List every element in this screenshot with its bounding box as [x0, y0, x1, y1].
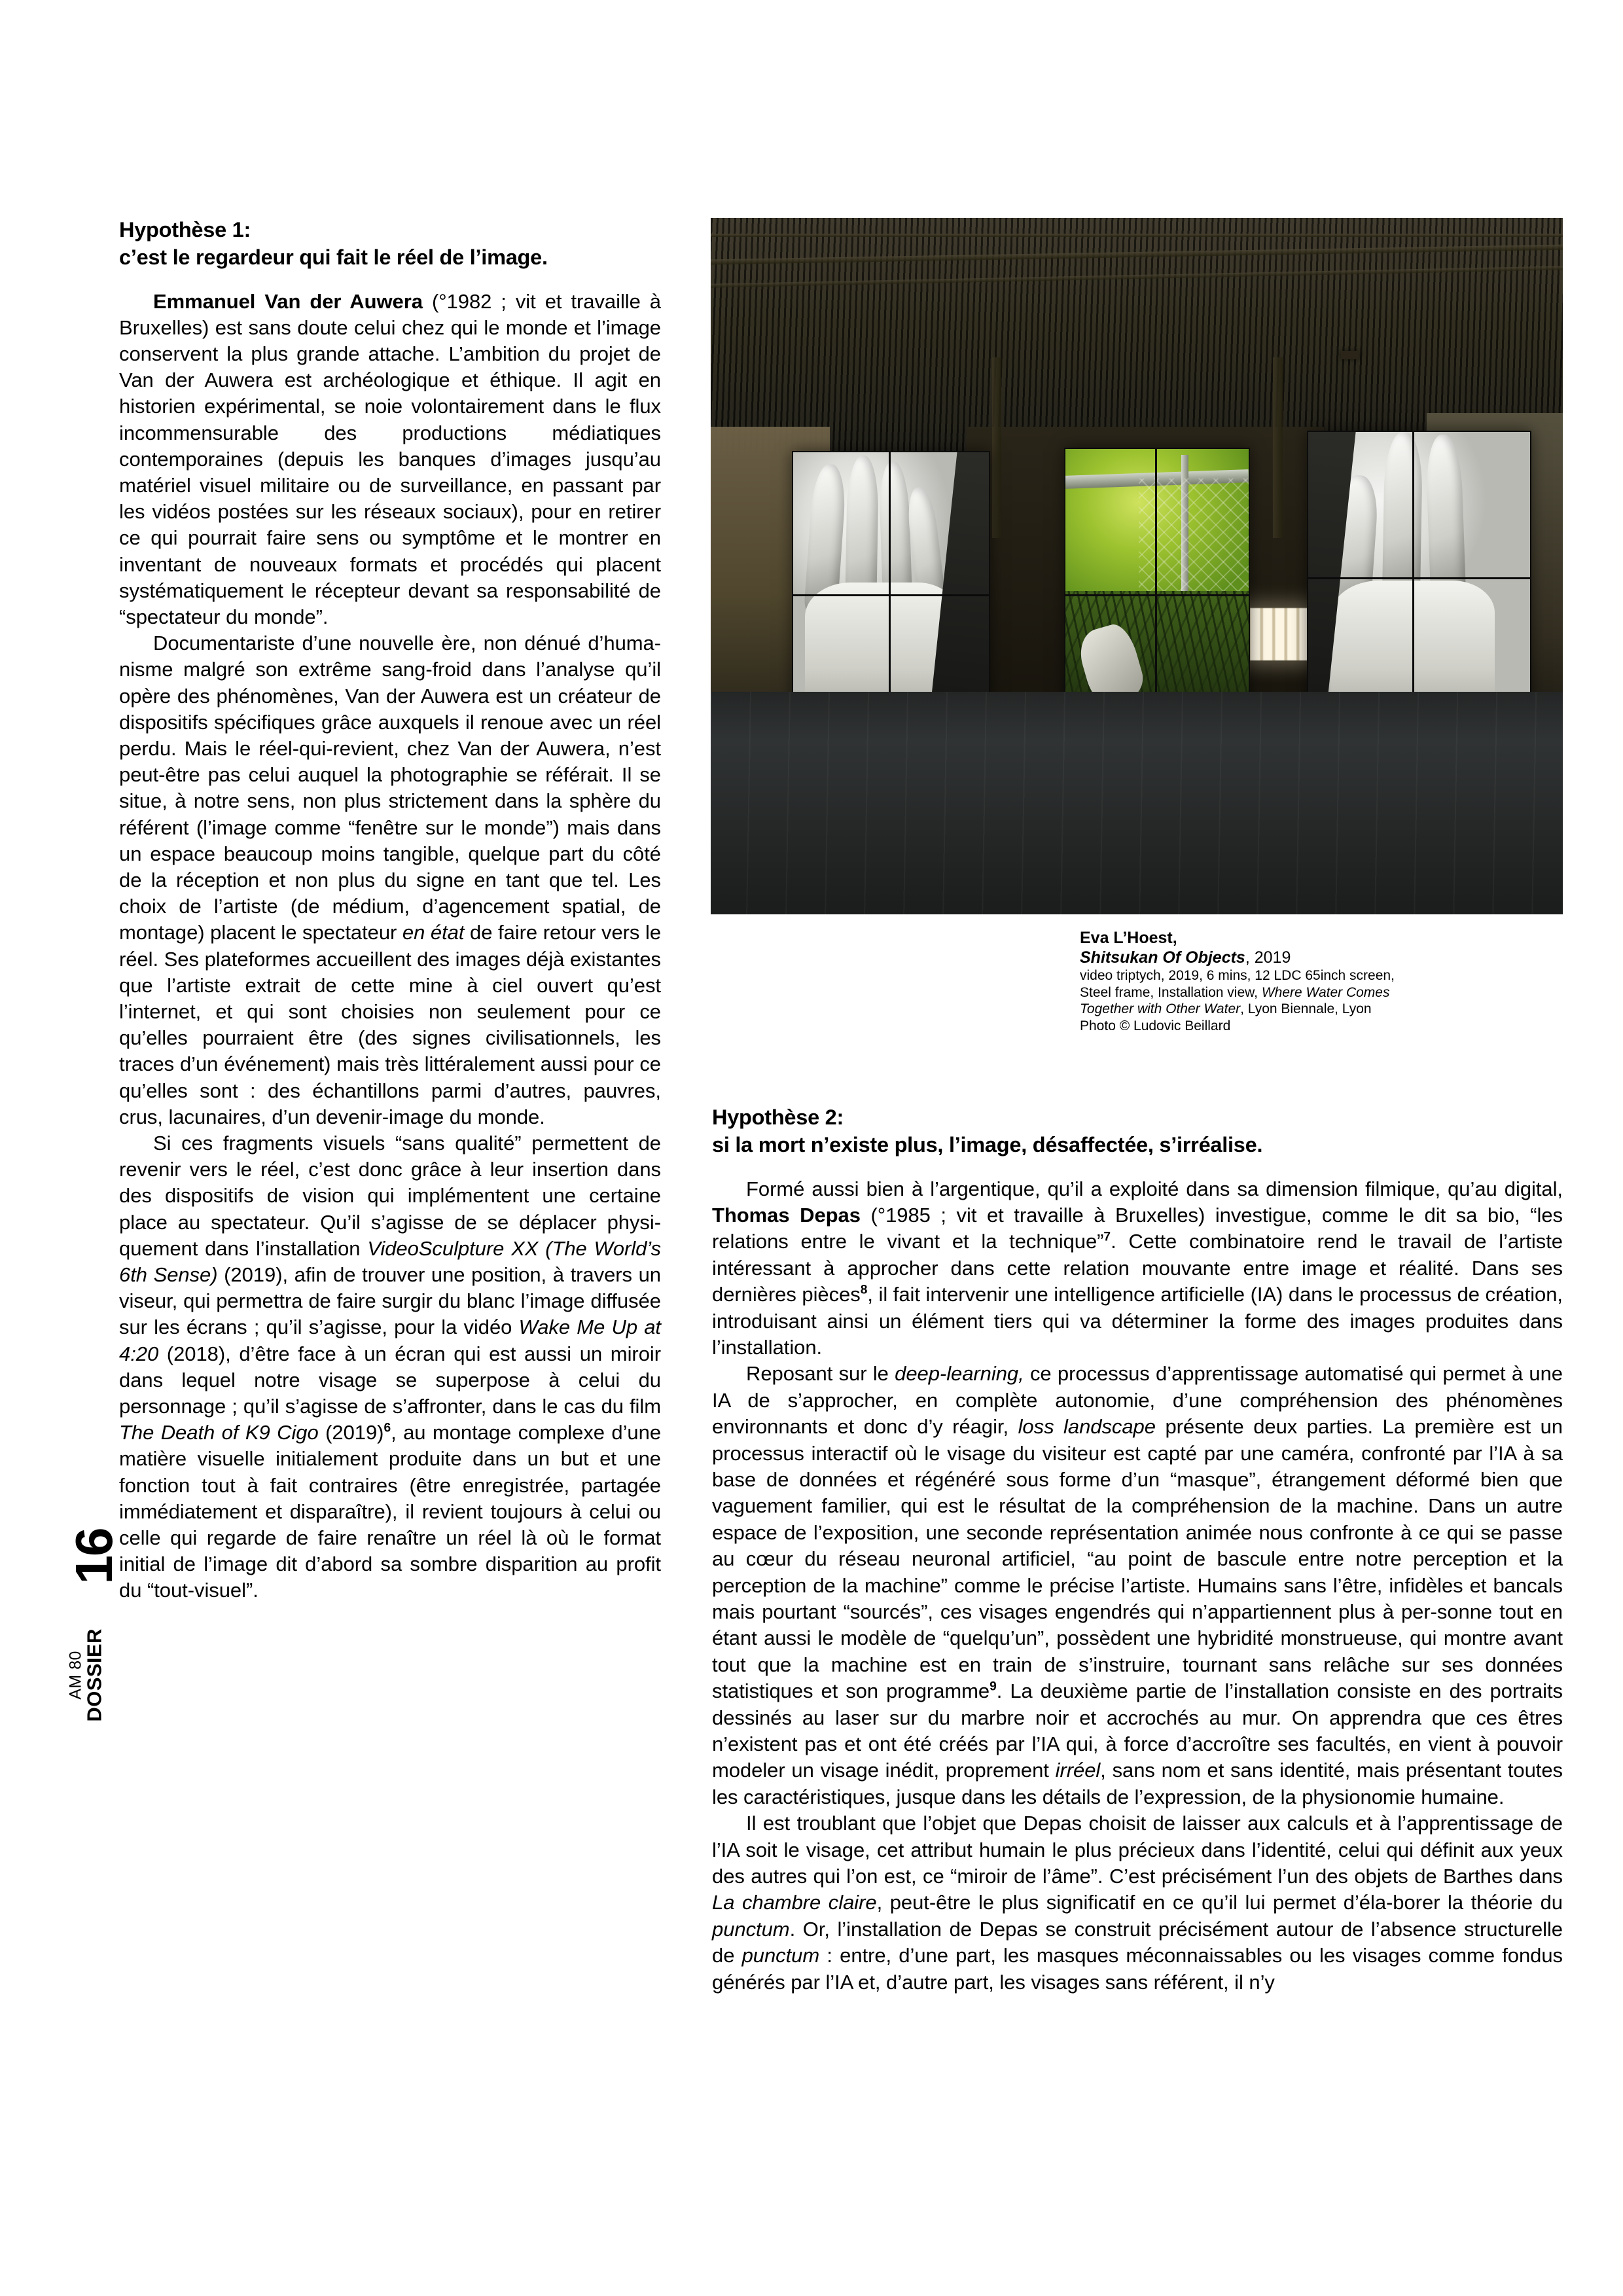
paragraph	[119, 630, 661, 1130]
paragraph-text: (2019)	[318, 1421, 384, 1444]
emphasis-en-etat: en état	[402, 921, 465, 944]
caption-title	[1080, 948, 1564, 967]
artist-name-van-der-auwera: Emmanuel Van der Auwera	[153, 289, 423, 313]
work-title-loss-landscape: loss landscape	[1018, 1415, 1156, 1439]
paragraph	[119, 1130, 661, 1604]
figure-caption	[1080, 928, 1564, 1034]
caption-artist: Eva L’Hoest,	[1080, 929, 1177, 947]
paragraph	[712, 1361, 1563, 1810]
caption-title-year: , 2019	[1245, 948, 1291, 967]
paragraph-text: Si ces fragments visuels “sans qualité” permettent de revenir vers le réel, c’est donc grâce à leur insertion dans des dispositifs de vision qui implémentent une certaine place au spectateur. Qu’il s’agisse de se déplacer physi-quement dans l’installation	[119, 1132, 661, 1260]
artist-name-thomas-depas: Thomas Depas	[712, 1203, 861, 1227]
paragraph-text: . Or, l’installation de Depas se construit précisément autour de l’absence structurelle de	[712, 1917, 1563, 1967]
caption-exhibition-title-cont: Together with Other Water	[1080, 1001, 1241, 1016]
paragraph-text: , au montage complexe d’une matière visuelle initialement produite dans un but et une fonction tout à fait contraires (être enregistrée, partagée immédiatement et disparaître), il revient toujours à celui ou celle qui regarde de faire renaître un réel là où le format initial de l’image dit d’abord sa sombre disparition au profit du “tout-visuel”.	[119, 1421, 662, 1602]
footnote-marker-9: 9	[990, 1679, 997, 1694]
footnote-marker-7: 7	[1103, 1230, 1111, 1244]
paragraph-text: (°1985 ; vit et travaille à Bruxelles) investigue, comme le dit sa bio, “les relations entre le vivant et la technique”	[712, 1203, 1563, 1253]
paragraph	[712, 1810, 1563, 1996]
ceiling-beam	[711, 266, 1563, 287]
photograph	[711, 218, 1563, 914]
paragraph-text: : entre, d’une part, les masques méconnaissables ou les visages comme fondus générés par l’IA et, d’autre part, les visages sans référent, il n’y	[712, 1944, 1563, 1994]
caption-detail-line	[1080, 984, 1564, 1001]
paragraph-text: Formé aussi bien à l’argentique, qu’il a exploité dans sa dimension filmique, qu’au digital,	[746, 1177, 1563, 1200]
paragraph-text: (2018), d’être face à un écran qui est aussi un miroir dans lequel notre visage se superpose à celui du personnage ; qu’il s’agisse de s’affronter, dans le cas du film	[119, 1342, 661, 1418]
folio-labels	[67, 1590, 106, 1760]
paragraph-text: Il est troublant que l’objet que Depas choisit de laisser aux calculs et à l’apprentissage de l’IA soit le visage, cet attribut humain le plus précieux dans l’identité, celui qui définit aux yeux des autres qui l’on est, ce “miroir de l’âme”. C’est précisément l’un des objets de Barthes dans	[712, 1812, 1563, 1888]
hypothesis-2-heading	[712, 1103, 1563, 1159]
caption-detail-line: video triptych, 2019, 6 mins, 12 LDC 65inch screen,	[1080, 968, 1395, 983]
paragraph-text: . Cette combinatoire rend le travail de l’artiste intéressant à approcher dans cette relation mouvante entre image et réalité. Dans ses dernières pièces	[712, 1230, 1563, 1306]
finger	[1382, 431, 1423, 605]
right-column	[712, 1103, 1563, 1996]
work-title-wake-me-up: Wake Me Up at 4:20	[119, 1316, 661, 1365]
hypothesis-1-heading	[119, 216, 661, 272]
hall-pillar	[992, 357, 1001, 539]
hypothesis-2-heading-line1: Hypothèse 2:	[712, 1105, 844, 1129]
term-punctum: punctum	[712, 1917, 790, 1941]
hypothesis-1-heading-line2: c’est le regardeur qui fait le réel de l’image.	[119, 245, 548, 270]
screen-seam	[793, 594, 989, 596]
caption-photo-credit: Photo © Ludovic Beillard	[1080, 1018, 1231, 1033]
publication-label: AM 80	[66, 1651, 85, 1700]
paragraph-text: . La deuxième partie de l’installation consiste en des portraits dessinés au laser sur du marbre noir et accrochés au mur. On apprendra que ces êtres n’existent pas et ont été créés par l’IA qui, à force d’accroître ses facultés, en vient à pouvoir modeler un visage inédit, proprement	[712, 1679, 1563, 1782]
caption-detail-text: Steel frame, Installation view,	[1080, 984, 1262, 1000]
ceiling-lamp	[1341, 351, 1359, 359]
caption-venue: , Lyon Biennale, Lyon	[1240, 1001, 1372, 1016]
section-label: DOSSIER	[82, 1628, 106, 1722]
term-punctum: punctum	[741, 1944, 820, 1967]
paragraph-text: ce processus d’apprentissage automatisé qui permet à une IA de s’approcher, en complète autonomie, d’une compréhension des phénomènes environnants et donc d’y réagir,	[712, 1362, 1563, 1439]
paragraph-text: (2019), afin de trouver une position, à travers un viseur, qui permettra de faire surgir du blanc l’image diffusée sur les écrans ; qu’il s’agisse, pour la vidéo	[119, 1263, 661, 1339]
footnote-marker-6: 6	[383, 1421, 391, 1435]
hall-pillar	[1273, 357, 1282, 539]
screen-seam	[1065, 594, 1249, 596]
paragraph	[119, 289, 661, 631]
caption-detail-line	[1080, 1001, 1564, 1018]
paragraph-text: présente deux parties. La première est un processus interactif où le visage du visiteur est capté par une caméra, confronté par l’IA à sa base de données et régénéré sous forme d’un “masque”, étrangement déformé bien que vaguement familier, qui est le résultat de la compréhension de la machine. Dans un autre espace de l’exposition, une seconde représentation animée nous confronte à ce qui se passe au cœur du réseau neuronal artificiel, “au point de bascule entre notre perception et la perception de la machine” comme le précise l’artiste. Humains sans l’être, infidèles et bancals mais pourtant “sourcés”, ces visages engendrés qui n’appartiennent plus à per-sonne tout en étant aussi le modèle de “quelqu’un”, possèdent une hybridité monstrueuse, qui montre avant tout que la machine est en train de s’instruire, tournant sans relâche sur ses données statistiques et son programme	[712, 1415, 1563, 1703]
page-number: 16	[65, 1528, 123, 1585]
paragraph-text: de faire retour vers le réel. Ses plateformes accueillent des images déjà existantes que l’artiste extrait de cette mine à ciel ouvert qu’est l’internet, et qui sont choisies non seulement pour ce qu’elles pourraient être (des signes civilisationnels, les traces d’un événement) mais très littéralement aussi pour ce qu’elles sont : des échantillons parmi d’autres, pauvres, crus, lacunaires, d’un devenir-image du monde.	[119, 921, 662, 1128]
caption-title-italic: Shitsukan Of Objects	[1080, 948, 1245, 967]
footnote-marker-8: 8	[860, 1283, 868, 1297]
book-title-la-chambre-claire: La chambre claire	[712, 1891, 877, 1914]
paragraph-text: , sans nom et sans identité, mais présentant toutes les caractéristiques, jusque dans les détails de l’expression, de la physionomie humaine.	[712, 1759, 1563, 1808]
hypothesis-2-heading-line2: si la mort n’existe plus, l’image, désaffectée, s’irréalise.	[712, 1133, 1263, 1157]
screen-seam	[1308, 577, 1530, 579]
ceiling-beam	[711, 234, 1563, 237]
left-column	[119, 216, 661, 1604]
hypothesis-1-heading-line1: Hypothèse 1:	[119, 218, 251, 242]
paragraph-text: (°1982 ; vit et travaille à Bruxelles) est sans doute celui chez qui le monde et l’image conservent la plus grande attache. L’ambition du projet de Van der Auwera est archéologique et éthique. Il agit en historien expérimental, se noie volontairement dans le flux incommensurable des productions médiatiques contemporaines (depuis les banques d’images jusqu’au matériel visuel militaire ou de surveillance, en passant par les vidéos postées sur les réseaux sociaux), pour en retirer ce qui pourrait faire sens ou symptôme et le montrer en inventant de nouveaux formats et procédés qui placent systématiquement le récepteur devant sa responsabilité de “spectateur du monde”.	[119, 289, 661, 628]
work-title-k9-cigo: The Death of K9 Cigo	[119, 1421, 319, 1444]
paragraph	[712, 1176, 1563, 1361]
term-deep-learning: deep-learning,	[895, 1362, 1024, 1386]
hall-floor	[711, 692, 1563, 914]
emphasis-irreel: irréel	[1055, 1759, 1101, 1782]
paragraph-text: , peut-être le plus significatif en ce qu’il lui permet d’éla-borer la théorie du	[876, 1891, 1563, 1914]
paragraph-text: Documentariste d’une nouvelle ère, non dénué d’huma-nisme malgré son extrême sang-froid dans l’analyse qu’il opère des phénomènes, Van der Auwera est un créateur de dispositifs spécifiques grâce auxquels il renoue avec un réel perdu. Mais le réel-qui-revient, chez Van der Auwera, n’est peut-être pas celui auquel la photographie se référait. Il se situe, à notre sens, non plus strictement dans la sphère du référent (l’image comme “fenêtre sur le monde”) mais dans un espace beaucoup moins tangible, quelque part du côté de la réception et non plus du signe en tant que tel. Les choix de l’artiste (de médium, d’agencement spatial, de montage) placent le spectateur	[119, 632, 661, 944]
paragraph-text: Reposant sur le	[746, 1362, 895, 1386]
paragraph-text: , il fait intervenir une intelligence artificielle (IA) dans le processus de création, introduisant ainsi un élément tiers qui va déterminer la forme des images produites dans l’installation.	[712, 1283, 1563, 1359]
caption-exhibition-title: Where Water Comes	[1261, 984, 1390, 1000]
work-title-videosculpture: VideoSculpture XX (The World’s 6th Sense)	[119, 1236, 661, 1287]
figure-installation-view	[711, 218, 1563, 914]
ceiling-beam	[711, 245, 1563, 265]
